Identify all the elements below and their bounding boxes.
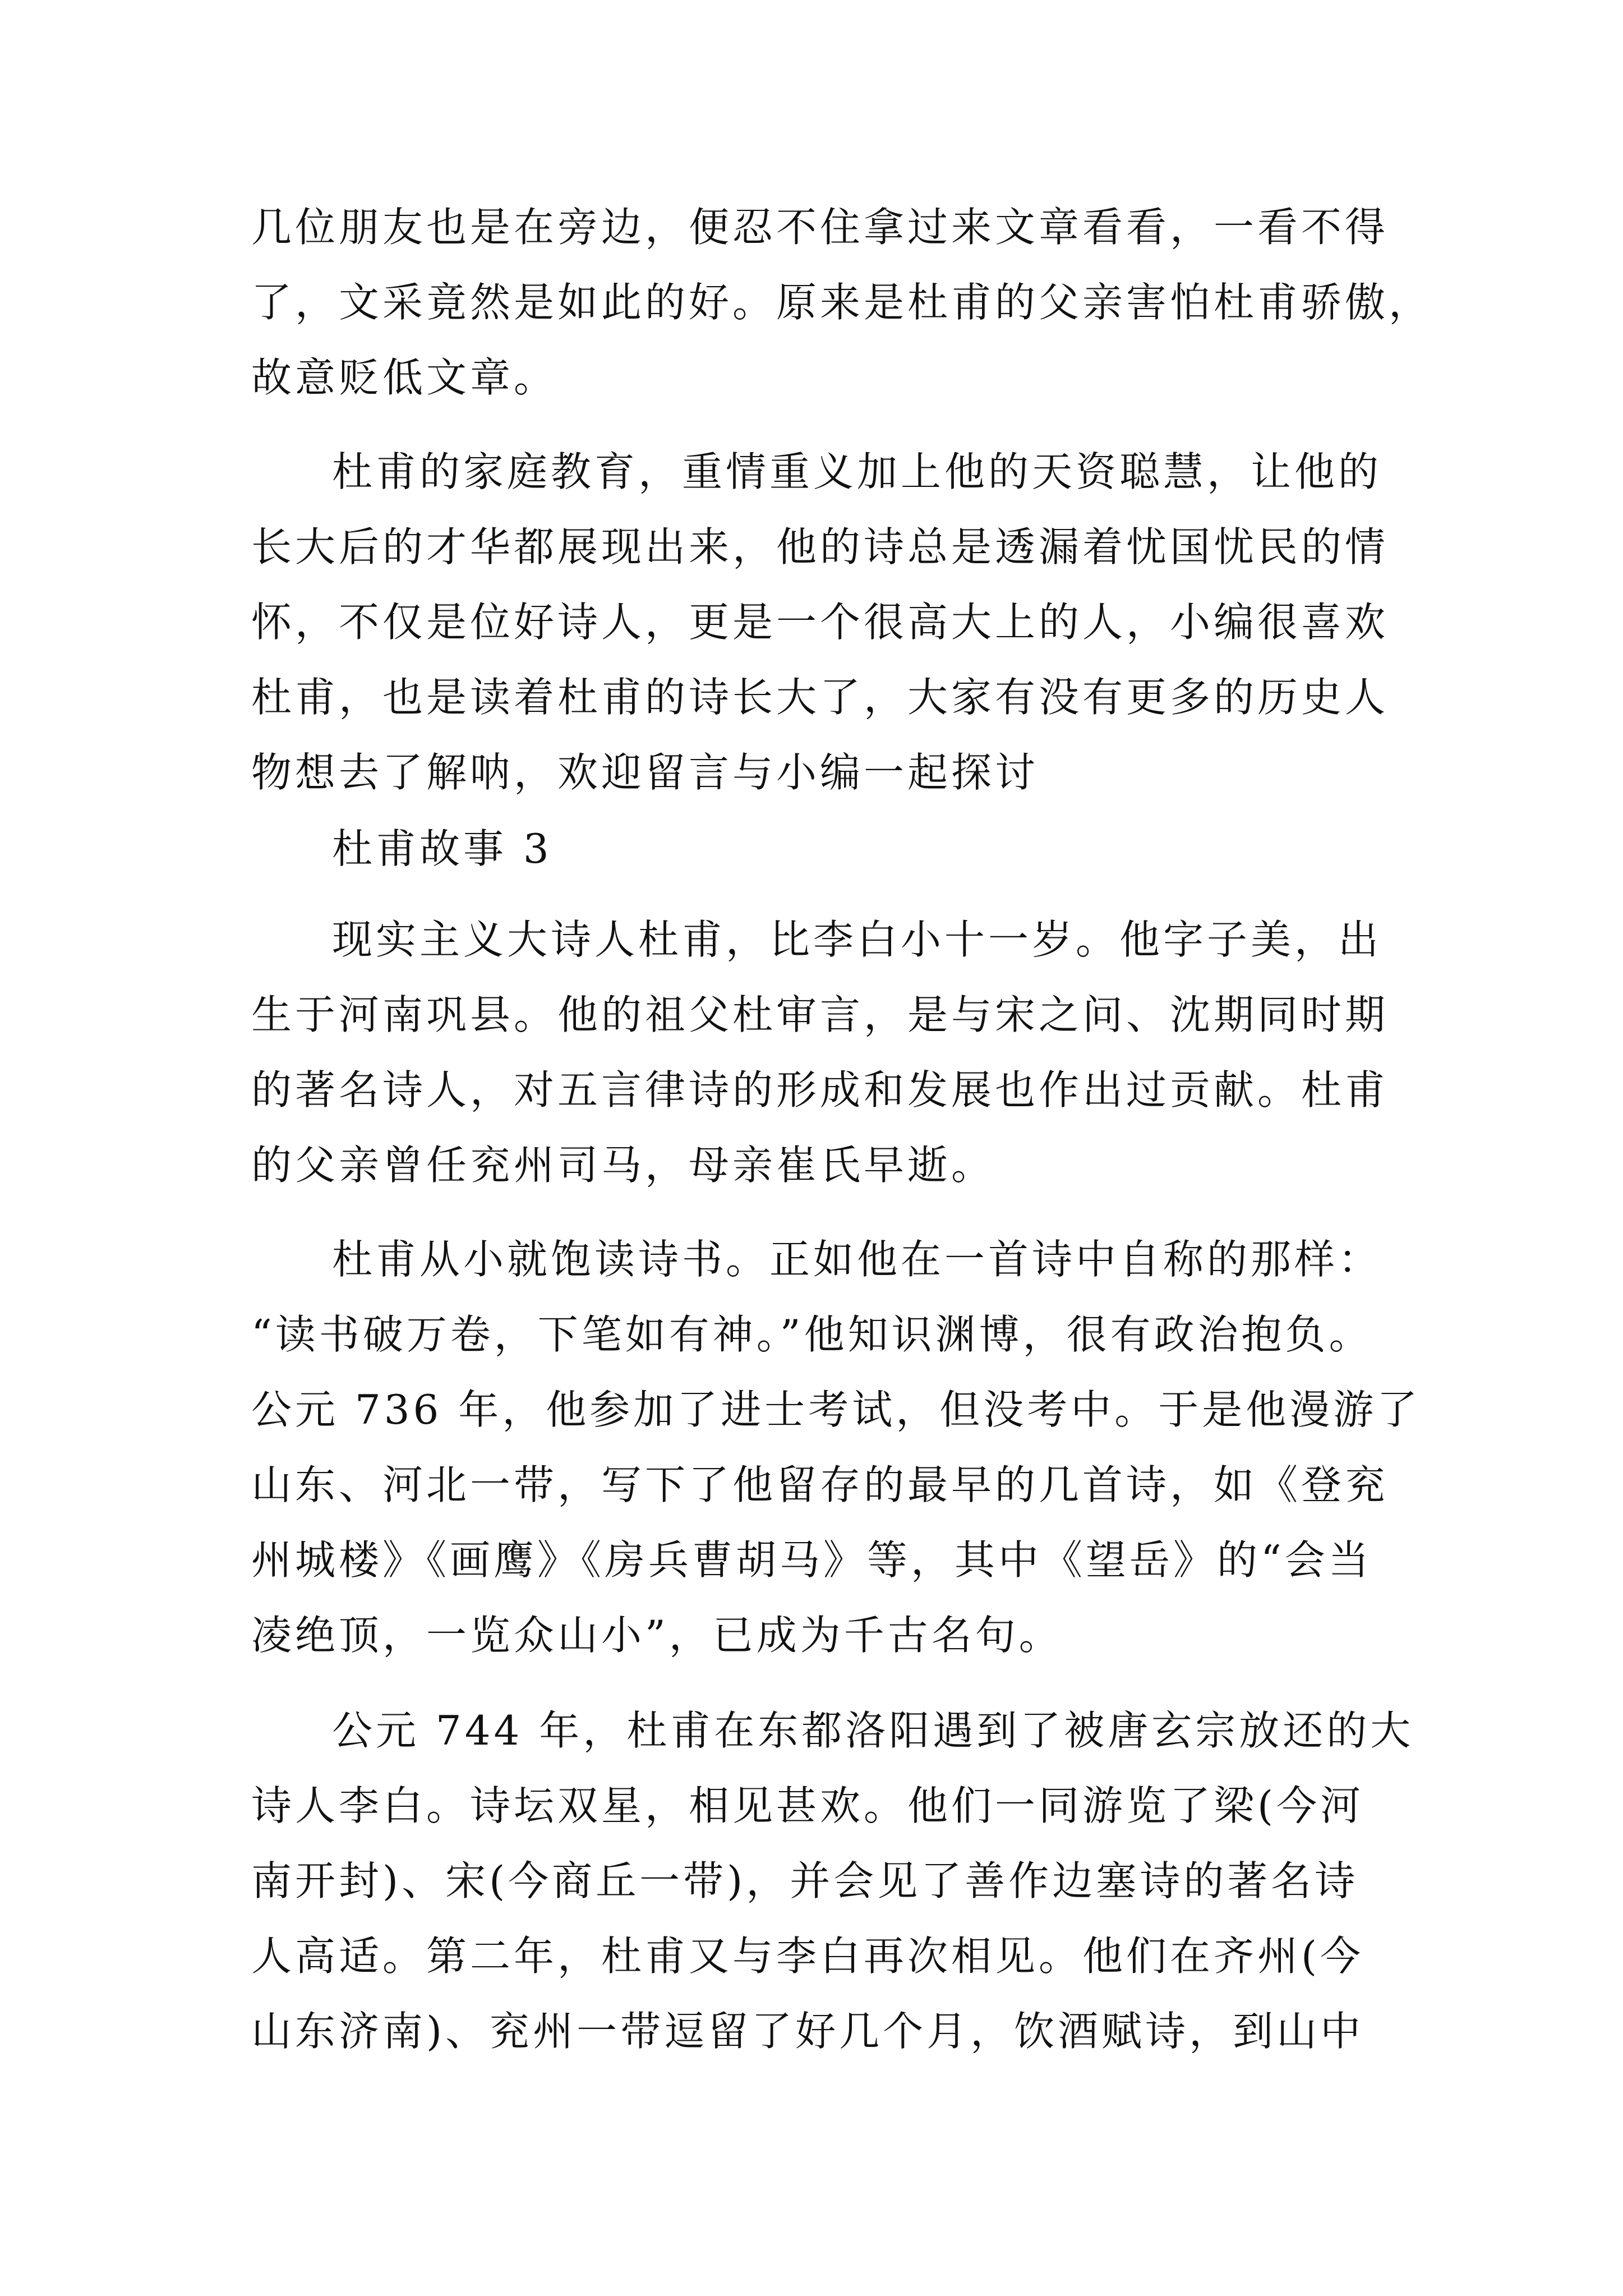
- paragraph-line: 的父亲曾任兖州司马，母亲崔氏早逝。: [251, 1142, 995, 1189]
- paragraph-line: 长大后的才华都展现出来，他的诗总是透漏着忧国忧民的情: [251, 523, 1389, 570]
- paragraph-line: 了，文采竟然是如此的好。原来是杜甫的父亲害怕杜甫骄傲，: [251, 279, 1433, 326]
- paragraph-line: 山东、河北一带，写下了他留存的最早的几首诗，如《登兖: [251, 1461, 1389, 1508]
- paragraph-line: 凌绝顶，一览众山小”，已成为千古名句。: [251, 1612, 1063, 1659]
- section-heading: 杜甫故事 3: [332, 825, 552, 872]
- paragraph-line: 怀，不仅是位好诗人，更是一个很高大上的人，小编很喜欢: [251, 599, 1389, 646]
- paragraph-line: 现实主义大诗人杜甫，比李白小十一岁。他字子美，出: [332, 916, 1382, 963]
- paragraph-line: 南开封)、宋(今商丘一带)，并会见了善作边塞诗的著名诗: [251, 1857, 1359, 1904]
- paragraph-line: 物想去了解呐，欢迎留言与小编一起探讨: [251, 749, 1039, 796]
- paragraph-line: “读书破万卷，下笔如有神。”他知识渊博，很有政治抱负。: [251, 1311, 1373, 1358]
- paragraph-line: 公元 744 年，杜甫在东都洛阳遇到了被唐玄宗放还的大: [332, 1707, 1414, 1754]
- paragraph-line: 州城楼》《画鹰》《房兵曹胡马》等，其中《望岳》的“会当: [251, 1536, 1372, 1584]
- paragraph-line: 几位朋友也是在旁边，便忍不住拿过来文章看看，一看不得: [251, 204, 1389, 251]
- paragraph-line: 生于河南巩县。他的祖父杜审言，是与宋之问、沈期同时期: [251, 991, 1389, 1038]
- paragraph-line: 杜甫从小就饱读诗书。正如他在一首诗中自称的那样：: [332, 1236, 1382, 1283]
- paragraph-line: 诗人李白。诗坛双星，相见甚欢。他们一同游览了梁(今河: [251, 1782, 1364, 1829]
- paragraph-line: 故意贬低文章。: [251, 354, 558, 401]
- paragraph-line: 人高适。第二年，杜甫又与李白再次相见。他们在齐州(今: [251, 1932, 1364, 1980]
- paragraph-line: 杜甫，也是读着杜甫的诗长大了，大家有没有更多的历史人: [251, 674, 1389, 721]
- paragraph-line: 山东济南)、兖州一带逗留了好几个月，饮酒赋诗，到山中: [251, 2008, 1364, 2055]
- paragraph-line: 的著名诗人，对五言律诗的形成和发展也作出过贡献。杜甫: [251, 1066, 1389, 1114]
- paragraph-line: 杜甫的家庭教育，重情重义加上他的天资聪慧，让他的: [332, 448, 1382, 495]
- paragraph-line: 公元 736 年，他参加了进士考试，但没考中。于是他漫游了: [251, 1386, 1421, 1433]
